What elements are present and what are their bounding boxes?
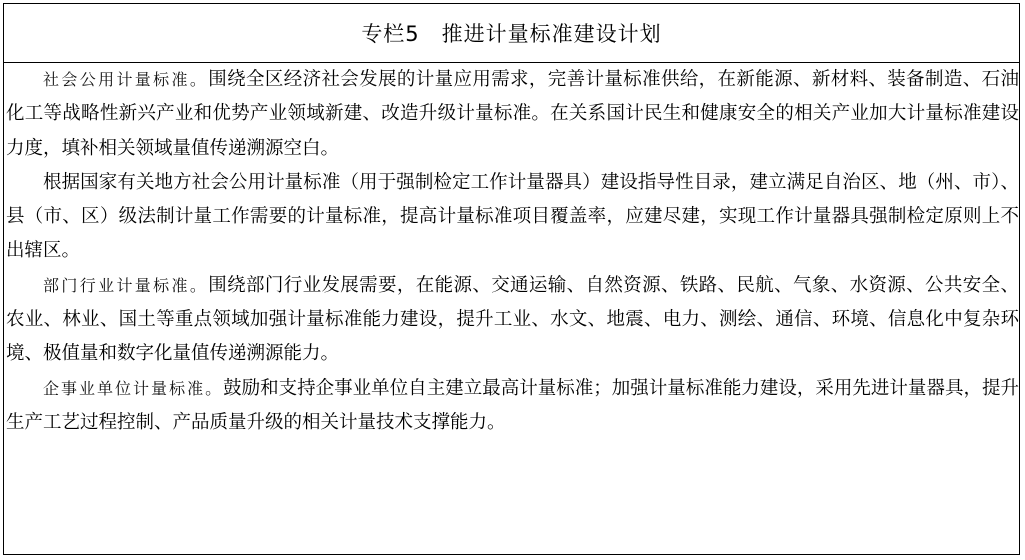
column-title: 专栏5 推进计量标准建设计划 [4, 4, 1019, 63]
paragraph-text: 围绕部门行业发展需要，在能源、交通运输、自然资源、铁路、民航、气象、水资源、公共安全、农业、林业、国土等重点领域加强计量标准能力建设，提升工业、水文、地震、电力、测绘、通信、环境、信息化中复杂环境、极值量和数字化量值传递溯源能力。 [6, 274, 1019, 365]
paragraph-enterprise-standards [6, 372, 1019, 441]
paragraph-lead: 部门行业计量标准。 [43, 275, 209, 295]
column-content [4, 63, 1019, 440]
paragraph-lead: 企事业单位计量标准。 [43, 378, 224, 398]
paragraph-social-public-standards [6, 63, 1019, 166]
paragraph-industry-standards [6, 269, 1019, 372]
paragraph-text: 鼓励和支持企事业单位自主建立最高计量标准；加强计量标准能力建设，采用先进计量器具，提升生产工艺过程控制、产品质量升级的相关计量技术支撑能力。 [6, 377, 1019, 433]
paragraph-directory-guidance [6, 166, 1019, 269]
paragraph-lead: 社会公用计量标准。 [43, 70, 209, 89]
column-box [3, 3, 1020, 555]
paragraph-text: 围绕全区经济社会发展的计量应用需求，完善计量标准供给，在新能源、新材料、装备制造、石油化工等战略性新兴产业和优势产业领域新建、改造升级计量标准。在关系国计民生和健康安全的相关产业加大计量标准建设力度，填补相关领域量值传递溯源空白。 [6, 69, 1019, 159]
paragraph-text: 根据国家有关地方社会公用计量标准（用于强制检定工作计量器具）建设指导性目录，建立满足自治区、地（州、市）、县（市、区）级法制计量工作需要的计量标准，提高计量标准项目覆盖率，应建尽建，实现工作计量器具强制检定原则上不出辖区。 [6, 171, 1019, 262]
